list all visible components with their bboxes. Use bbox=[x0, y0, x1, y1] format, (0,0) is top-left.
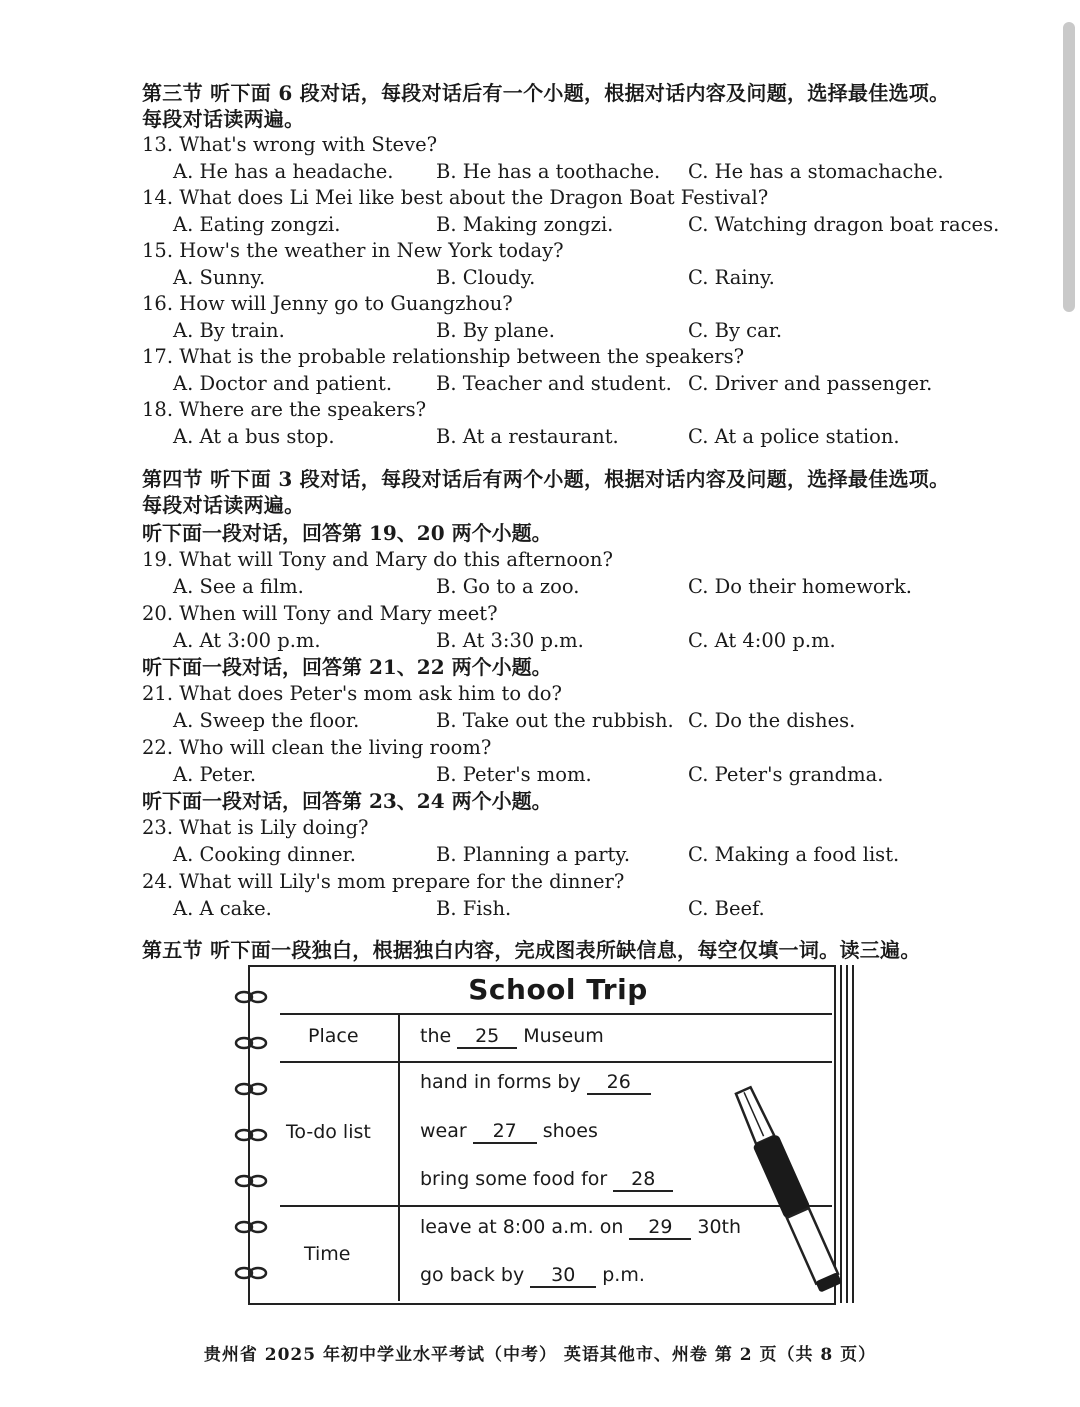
option-b: B. Cloudy. bbox=[436, 266, 536, 289]
option-c: C. Peter's grandma. bbox=[688, 763, 884, 786]
option-b: B. Planning a party. bbox=[436, 843, 631, 866]
question-21: 21. What does Peter's mom ask him to do? bbox=[142, 682, 562, 705]
section4-heading: 第四节 听下面 3 段对话，每段对话后有两个小题，根据对话内容及问题，选择最佳选项。 每段对话读两遍。 bbox=[142, 467, 950, 517]
dialogue-instruction-1: 听下面一段对话，回答第 19、20 两个小题。 bbox=[142, 521, 552, 545]
blank-28[interactable]: 28 bbox=[613, 1168, 673, 1192]
question-24: 24. What will Lily's mom prepare for the dinner? bbox=[142, 870, 625, 893]
place-row: the 25 Museum bbox=[420, 1025, 604, 1047]
spiral-ring-icon bbox=[234, 1219, 268, 1235]
question-18: 18. Where are the speakers? bbox=[142, 398, 427, 421]
table-column-divider bbox=[398, 1013, 400, 1301]
section3-heading: 第三节 听下面 6 段对话，每段对话后有一个小题，根据对话内容及问题，选择最佳选项。 每段对话读两遍。 bbox=[142, 81, 950, 131]
question-20: 20. When will Tony and Mary meet? bbox=[142, 602, 498, 625]
section5-heading: 第五节 听下面一段独白，根据独白内容，完成图表所缺信息，每空仅填一词。读三遍。 bbox=[142, 938, 921, 962]
option-a: A. Sunny. bbox=[173, 266, 266, 289]
spiral-ring-icon bbox=[234, 989, 268, 1005]
table-divider bbox=[280, 1061, 832, 1063]
option-a: A. At a bus stop. bbox=[173, 425, 335, 448]
option-c: C. Watching dragon boat races. bbox=[688, 213, 1000, 236]
option-a: A. By train. bbox=[173, 319, 285, 342]
option-a: A. A cake. bbox=[173, 897, 272, 920]
dialogue-instruction-3: 听下面一段对话，回答第 23、24 两个小题。 bbox=[142, 789, 552, 813]
option-a: A. Eating zongzi. bbox=[173, 213, 341, 236]
option-a: A. At 3:00 p.m. bbox=[173, 629, 321, 652]
blank-29[interactable]: 29 bbox=[629, 1216, 691, 1240]
option-c: C. Making a food list. bbox=[688, 843, 900, 866]
time-row-1: leave at 8:00 a.m. on 29 30th bbox=[420, 1216, 742, 1238]
notebook-title: School Trip bbox=[468, 973, 648, 1006]
blank-30[interactable]: 30 bbox=[530, 1264, 596, 1288]
question-23: 23. What is Lily doing? bbox=[142, 816, 369, 839]
option-b: B. He has a toothache. bbox=[436, 160, 661, 183]
todo-row-1: hand in forms by 26 bbox=[420, 1071, 657, 1095]
spiral-ring-icon bbox=[234, 1265, 268, 1281]
question-15: 15. How's the weather in New York today? bbox=[142, 239, 564, 262]
table-divider bbox=[280, 1013, 832, 1015]
option-c: C. At 4:00 p.m. bbox=[688, 629, 836, 652]
spiral-ring-icon bbox=[234, 1173, 268, 1189]
option-c: C. Do their homework. bbox=[688, 575, 912, 598]
option-a: A. He has a headache. bbox=[173, 160, 394, 183]
blank-27[interactable]: 27 bbox=[473, 1120, 537, 1144]
scrollbar-thumb[interactable] bbox=[1063, 22, 1075, 312]
option-c: C. By car. bbox=[688, 319, 783, 342]
option-b: B. Peter's mom. bbox=[436, 763, 592, 786]
option-c: C. Beef. bbox=[688, 897, 765, 920]
blank-25[interactable]: 25 bbox=[457, 1025, 517, 1049]
option-c: C. Rainy. bbox=[688, 266, 775, 289]
question-17: 17. What is the probable relationship between the speakers? bbox=[142, 345, 745, 368]
todo-label: To-do list bbox=[286, 1121, 371, 1143]
spiral-ring-icon bbox=[234, 1035, 268, 1051]
question-16: 16. How will Jenny go to Guangzhou? bbox=[142, 292, 513, 315]
option-a: A. Peter. bbox=[173, 763, 257, 786]
option-c: C. Do the dishes. bbox=[688, 709, 856, 732]
option-b: B. Take out the rubbish. bbox=[436, 709, 674, 732]
option-b: B. By plane. bbox=[436, 319, 555, 342]
option-b: B. Fish. bbox=[436, 897, 512, 920]
option-a: A. Sweep the floor. bbox=[173, 709, 360, 732]
question-14: 14. What does Li Mei like best about the Dragon Boat Festival? bbox=[142, 186, 769, 209]
spiral-ring-icon bbox=[234, 1127, 268, 1143]
option-b: B. At 3:30 p.m. bbox=[436, 629, 584, 652]
question-22: 22. Who will clean the living room? bbox=[142, 736, 492, 759]
question-13: 13. What's wrong with Steve? bbox=[142, 133, 438, 156]
school-trip-notebook bbox=[248, 965, 858, 1303]
option-c: C. He has a stomachache. bbox=[688, 160, 944, 183]
pen-icon bbox=[728, 1075, 848, 1307]
spiral-ring-icon bbox=[234, 1081, 268, 1097]
place-label: Place bbox=[308, 1025, 359, 1047]
dialogue-instruction-2: 听下面一段对话，回答第 21、22 两个小题。 bbox=[142, 655, 552, 679]
todo-row-2: wear 27 shoes bbox=[420, 1120, 598, 1142]
todo-row-3: bring some food for 28 bbox=[420, 1168, 679, 1192]
time-label: Time bbox=[304, 1243, 351, 1265]
option-b: B. Go to a zoo. bbox=[436, 575, 580, 598]
time-row-2: go back by 30 p.m. bbox=[420, 1264, 645, 1286]
notebook-edge bbox=[852, 965, 854, 1303]
question-19: 19. What will Tony and Mary do this afternoon? bbox=[142, 548, 613, 571]
scrollbar[interactable] bbox=[1062, 16, 1076, 1396]
option-b: B. At a restaurant. bbox=[436, 425, 619, 448]
option-a: A. See a film. bbox=[173, 575, 304, 598]
blank-26[interactable]: 26 bbox=[587, 1071, 651, 1095]
option-c: C. At a police station. bbox=[688, 425, 900, 448]
option-b: B. Teacher and student. bbox=[436, 372, 672, 395]
option-a: A. Cooking dinner. bbox=[173, 843, 356, 866]
option-a: A. Doctor and patient. bbox=[173, 372, 393, 395]
page-footer: 贵州省 2025 年初中学业水平考试（中考） 英语其他市、州卷 第 2 页（共 8 页） bbox=[203, 1345, 877, 1365]
option-c: C. Driver and passenger. bbox=[688, 372, 933, 395]
option-b: B. Making zongzi. bbox=[436, 213, 614, 236]
